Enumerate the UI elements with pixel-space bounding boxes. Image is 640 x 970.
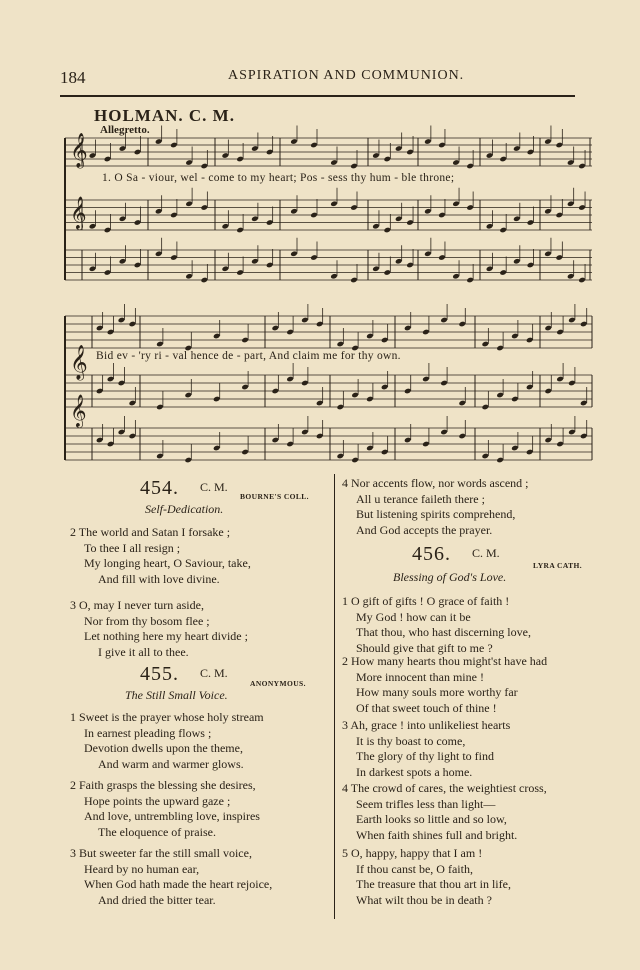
verse-line: Seem trifles less than light— [356, 796, 496, 811]
clef-glyph: 𝄞 [70, 345, 88, 380]
verse-line: That thou, who hast discerning love, [356, 625, 531, 640]
stanza [342, 654, 547, 716]
hymn-source: LYRA CATH. [533, 561, 583, 570]
verse-line: The glory of thy light to find [356, 749, 494, 764]
verse-line: And love, untrembling love, inspires [84, 809, 260, 824]
stanza [70, 846, 272, 908]
verse-line: 3 Ah, grace ! into unlikeliest hearts [342, 718, 511, 732]
stanza [70, 778, 260, 840]
stanza [70, 598, 248, 660]
tempo-marking: Allegretto. [100, 124, 150, 136]
page-number: 184 [60, 68, 86, 87]
verse-line: 2 The world and Satan I forsake ; [70, 525, 231, 539]
verse-line: Hope points the upward gaze ; [84, 793, 231, 808]
stanza [70, 710, 264, 772]
verse-line: And fill with love divine. [98, 571, 220, 586]
tune-name: HOLMAN. C. M. [94, 106, 235, 125]
verse-line: If thou canst be, O faith, [356, 861, 473, 876]
verse-line: The treasure that thou art in life, [356, 877, 511, 892]
verse-line: 2 How many hearts thou might'st have had [342, 654, 548, 668]
lyrics-line-1: 1. O Sa - viour, wel - come to my heart; Pos - sess thy hum - ble throne; [102, 172, 455, 184]
hymn-meter: C. M. [200, 480, 228, 494]
stanza [342, 476, 529, 538]
running-title: ASPIRATION AND COMMUNION. [228, 68, 465, 83]
verse-line: Devotion dwells upon the theme, [84, 741, 243, 756]
verse-line: It is thy boast to come, [356, 733, 466, 748]
stanza [342, 594, 531, 656]
stanza [70, 525, 251, 587]
verse-line: How many souls more worthy far [356, 685, 518, 700]
verse-line: My God ! how can it be [356, 609, 471, 624]
verse-line: 2 Faith grasps the blessing she desires, [70, 778, 256, 792]
verse-line: The eloquence of praise. [98, 824, 216, 839]
verse-line: And warm and warmer glows. [98, 756, 244, 771]
hymn-meter: C. M. [200, 666, 228, 680]
hymn-meter: C. M. [472, 546, 500, 560]
verse-line: When faith shines full and bright. [356, 827, 518, 842]
verse-line: And dried the bitter tear. [98, 892, 216, 907]
hymn-title: Blessing of God's Love. [393, 570, 507, 584]
verse-line: But listening spirits comprehend, [356, 507, 516, 522]
verse-line: My longing heart, O Saviour, take, [84, 556, 251, 571]
hymn-source: ANONYMOUS. [250, 679, 306, 688]
verse-line: 5 O, happy, happy that I am ! [342, 846, 483, 860]
clef-glyph: 𝄞 [70, 133, 88, 168]
verse-line: Should give that gift to me ? [356, 640, 493, 655]
column-divider [334, 474, 335, 919]
verse-line: All u terance faileth there ; [356, 491, 485, 506]
verse-line: 3 But sweeter far the still small voice, [70, 846, 252, 860]
stanza [342, 781, 547, 843]
clef-glyph: 𝄞 [70, 394, 87, 427]
verse-line: Nor from thy bosom flee ; [84, 613, 210, 628]
stanza [342, 718, 510, 780]
verse-line: 4 The crowd of cares, the weightiest cross, [342, 781, 547, 795]
hymn-title: The Still Small Voice. [125, 688, 228, 702]
stanza [342, 846, 511, 908]
clef-glyph: 𝄞 [70, 196, 87, 229]
verse-line: 3 O, may I never turn aside, [70, 598, 204, 612]
verse-line: In earnest pleading flows ; [84, 725, 212, 740]
verse-line: Of that sweet touch of thine ! [356, 700, 497, 715]
verse-line: Heard by no human ear, [84, 861, 200, 876]
verse-line: When God hath made the heart rejoice, [84, 877, 273, 892]
verse-line: 1 O gift of gifts ! O grace of faith ! [342, 594, 510, 608]
hymn-number: 456. [412, 543, 451, 565]
verse-line: 4 Nor accents flow, nor words ascend ; [342, 476, 529, 490]
hymn-title: Self-Dedication. [145, 502, 224, 516]
hymn-number: 455. [140, 663, 179, 685]
music-score [0, 0, 640, 470]
verse-line: And God accepts the prayer. [356, 522, 493, 537]
verse-line: 1 Sweet is the prayer whose holy stream [70, 710, 264, 724]
verse-line: Earth looks so little and so low, [356, 812, 507, 827]
verse-line: In darkest spots a home. [356, 764, 473, 779]
lyrics-line-2: Bid ev - 'ry ri - val hence de - part, And claim me for thy own. [96, 350, 401, 362]
hymn-source: BOURNE'S COLL. [240, 492, 309, 501]
hymn-number: 454. [140, 477, 179, 499]
verse-line: Let nothing here my heart divide ; [84, 629, 248, 644]
verse-line: I give it all to thee. [98, 644, 189, 659]
verse-line: More innocent than mine ! [356, 669, 484, 684]
verse-line: To thee I all resign ; [84, 540, 181, 555]
verse-line: What wilt thou be in death ? [356, 892, 492, 907]
